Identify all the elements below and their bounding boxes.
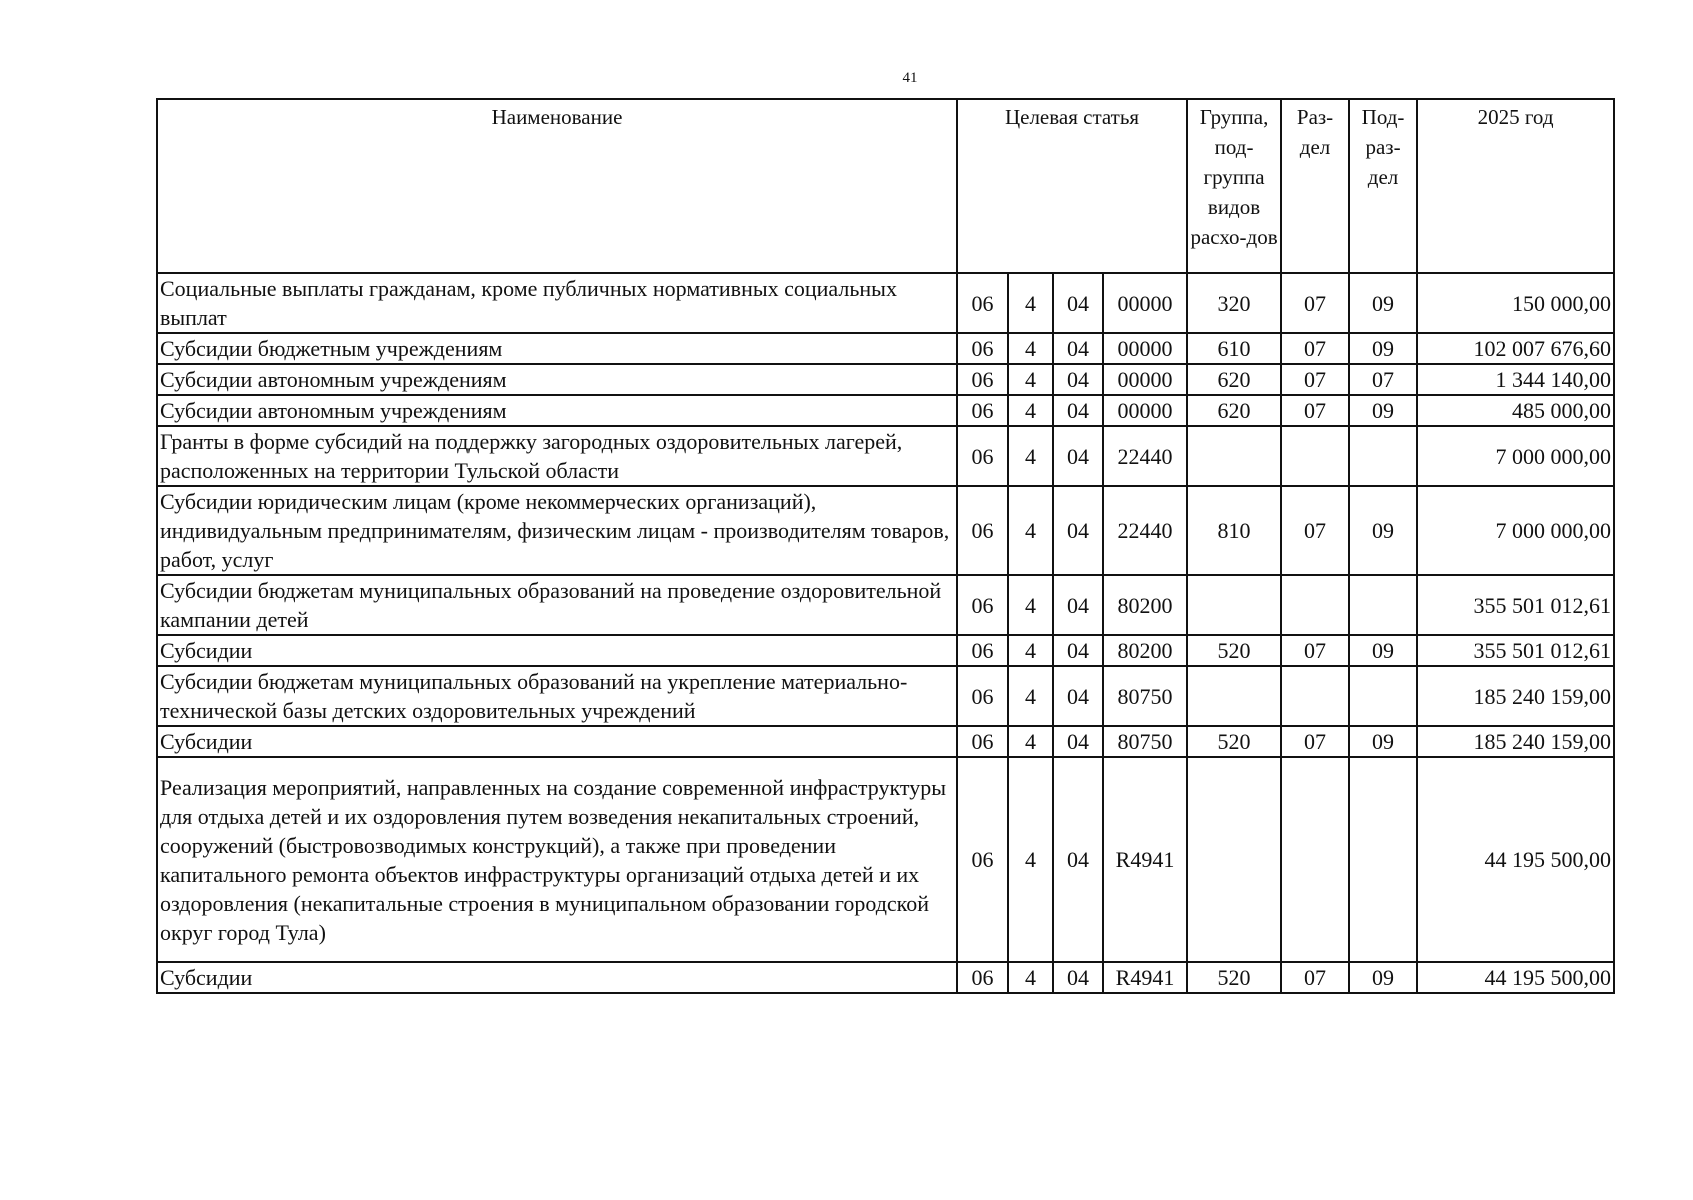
row-section: 07 [1281, 486, 1349, 575]
row-target-4: 00000 [1103, 273, 1187, 333]
row-target-2: 4 [1008, 426, 1053, 486]
row-group: 520 [1187, 726, 1281, 757]
table-row [157, 364, 1614, 395]
row-section [1281, 666, 1349, 726]
row-target-1: 06 [957, 757, 1008, 962]
row-target-1: 06 [957, 426, 1008, 486]
row-amount: 44 195 500,00 [1417, 757, 1614, 962]
row-target-2: 4 [1008, 635, 1053, 666]
row-group: 610 [1187, 333, 1281, 364]
row-subsection: 09 [1349, 486, 1417, 575]
row-name: Гранты в форме субсидий на поддержку загородных оздоровительных лагерей, расположенных на территории Тульской области [157, 426, 957, 486]
row-subsection [1349, 757, 1417, 962]
row-target-3: 04 [1053, 757, 1103, 962]
row-target-1: 06 [957, 575, 1008, 635]
row-target-2: 4 [1008, 395, 1053, 426]
row-group [1187, 575, 1281, 635]
row-section [1281, 575, 1349, 635]
row-target-3: 04 [1053, 364, 1103, 395]
row-section [1281, 426, 1349, 486]
row-group: 620 [1187, 364, 1281, 395]
row-target-4: 00000 [1103, 333, 1187, 364]
row-section: 07 [1281, 962, 1349, 993]
table-row [157, 962, 1614, 993]
row-group: 520 [1187, 635, 1281, 666]
table-row [157, 757, 1614, 962]
header-subsection: Под-раз-дел [1349, 99, 1417, 273]
row-target-4: 80750 [1103, 666, 1187, 726]
row-target-4: 80200 [1103, 575, 1187, 635]
row-name: Субсидии автономным учреждениям [157, 364, 957, 395]
budget-table [156, 98, 1615, 994]
row-section: 07 [1281, 364, 1349, 395]
header-target-article: Целевая статья [957, 99, 1187, 273]
row-target-3: 04 [1053, 666, 1103, 726]
row-target-4: 00000 [1103, 395, 1187, 426]
row-target-4: R4941 [1103, 962, 1187, 993]
header-group: Группа, под-группа видов расхо-дов [1187, 99, 1281, 273]
row-section: 07 [1281, 395, 1349, 426]
row-target-3: 04 [1053, 962, 1103, 993]
page-number: 41 [902, 70, 918, 86]
row-target-2: 4 [1008, 273, 1053, 333]
row-target-3: 04 [1053, 726, 1103, 757]
table-header-row [157, 99, 1614, 273]
table-row [157, 395, 1614, 426]
row-section: 07 [1281, 273, 1349, 333]
row-section: 07 [1281, 726, 1349, 757]
row-name: Субсидии автономным учреждениям [157, 395, 957, 426]
row-target-1: 06 [957, 726, 1008, 757]
table-row [157, 426, 1614, 486]
row-target-4: 00000 [1103, 364, 1187, 395]
row-group: 810 [1187, 486, 1281, 575]
row-target-4: 22440 [1103, 486, 1187, 575]
row-target-4: 22440 [1103, 426, 1187, 486]
row-section: 07 [1281, 333, 1349, 364]
table-row [157, 486, 1614, 575]
row-name: Реализация мероприятий, направленных на создание современной инфраструктуры для отдыха детей и их оздоровления путем возведения некапитальных строений, сооружений (быстровозводимых конструкций), а также при проведении капитального ремонта объектов инфраструктуры организаций отдыха детей и их оздоровления (некапитальные строения в муниципальном образовании городской округ город Тула) [157, 757, 957, 962]
row-target-1: 06 [957, 666, 1008, 726]
row-amount: 185 240 159,00 [1417, 726, 1614, 757]
row-subsection: 09 [1349, 333, 1417, 364]
row-target-1: 06 [957, 962, 1008, 993]
row-subsection: 09 [1349, 273, 1417, 333]
row-amount: 7 000 000,00 [1417, 426, 1614, 486]
row-amount: 355 501 012,61 [1417, 575, 1614, 635]
row-target-3: 04 [1053, 635, 1103, 666]
row-amount: 185 240 159,00 [1417, 666, 1614, 726]
row-target-1: 06 [957, 395, 1008, 426]
row-group [1187, 426, 1281, 486]
row-target-4: R4941 [1103, 757, 1187, 962]
row-name: Субсидии бюджетам муниципальных образований на укрепление материально-технической базы детских оздоровительных учреждений [157, 666, 957, 726]
row-target-1: 06 [957, 333, 1008, 364]
row-section [1281, 757, 1349, 962]
row-amount: 355 501 012,61 [1417, 635, 1614, 666]
row-subsection [1349, 666, 1417, 726]
row-target-4: 80200 [1103, 635, 1187, 666]
row-subsection [1349, 426, 1417, 486]
row-subsection: 09 [1349, 635, 1417, 666]
row-name: Субсидии бюджетам муниципальных образований на проведение оздоровительной кампании детей [157, 575, 957, 635]
row-name: Субсидии [157, 635, 957, 666]
header-section: Раз-дел [1281, 99, 1349, 273]
row-target-3: 04 [1053, 273, 1103, 333]
row-target-2: 4 [1008, 726, 1053, 757]
table-body [157, 273, 1614, 993]
row-target-2: 4 [1008, 757, 1053, 962]
row-section: 07 [1281, 635, 1349, 666]
table-row [157, 333, 1614, 364]
row-target-3: 04 [1053, 333, 1103, 364]
row-group: 520 [1187, 962, 1281, 993]
row-subsection [1349, 575, 1417, 635]
header-year: 2025 год [1417, 99, 1614, 273]
row-name: Субсидии бюджетным учреждениям [157, 333, 957, 364]
row-target-4: 80750 [1103, 726, 1187, 757]
row-target-3: 04 [1053, 486, 1103, 575]
row-name: Субсидии [157, 726, 957, 757]
row-amount: 102 007 676,60 [1417, 333, 1614, 364]
row-target-1: 06 [957, 364, 1008, 395]
row-subsection: 09 [1349, 395, 1417, 426]
row-target-3: 04 [1053, 395, 1103, 426]
row-name: Субсидии юридическим лицам (кроме некоммерческих организаций), индивидуальным предпринимателям, физическим лицам - производителям товаров, работ, услуг [157, 486, 957, 575]
table-row [157, 575, 1614, 635]
table-row [157, 273, 1614, 333]
row-target-1: 06 [957, 635, 1008, 666]
row-amount: 44 195 500,00 [1417, 962, 1614, 993]
row-subsection: 09 [1349, 962, 1417, 993]
row-group: 620 [1187, 395, 1281, 426]
row-group: 320 [1187, 273, 1281, 333]
row-target-2: 4 [1008, 364, 1053, 395]
row-amount: 7 000 000,00 [1417, 486, 1614, 575]
row-name: Субсидии [157, 962, 957, 993]
row-amount: 485 000,00 [1417, 395, 1614, 426]
row-name: Социальные выплаты гражданам, кроме публичных нормативных социальных выплат [157, 273, 957, 333]
row-group [1187, 757, 1281, 962]
row-target-2: 4 [1008, 486, 1053, 575]
row-target-2: 4 [1008, 333, 1053, 364]
row-amount: 150 000,00 [1417, 273, 1614, 333]
row-target-2: 4 [1008, 666, 1053, 726]
row-group [1187, 666, 1281, 726]
row-subsection: 07 [1349, 364, 1417, 395]
table-row [157, 666, 1614, 726]
row-target-1: 06 [957, 486, 1008, 575]
row-target-1: 06 [957, 273, 1008, 333]
row-amount: 1 344 140,00 [1417, 364, 1614, 395]
row-target-3: 04 [1053, 426, 1103, 486]
table-row [157, 726, 1614, 757]
row-subsection: 09 [1349, 726, 1417, 757]
row-target-2: 4 [1008, 962, 1053, 993]
header-name: Наименование [157, 99, 957, 273]
table-row [157, 635, 1614, 666]
row-target-2: 4 [1008, 575, 1053, 635]
row-target-3: 04 [1053, 575, 1103, 635]
